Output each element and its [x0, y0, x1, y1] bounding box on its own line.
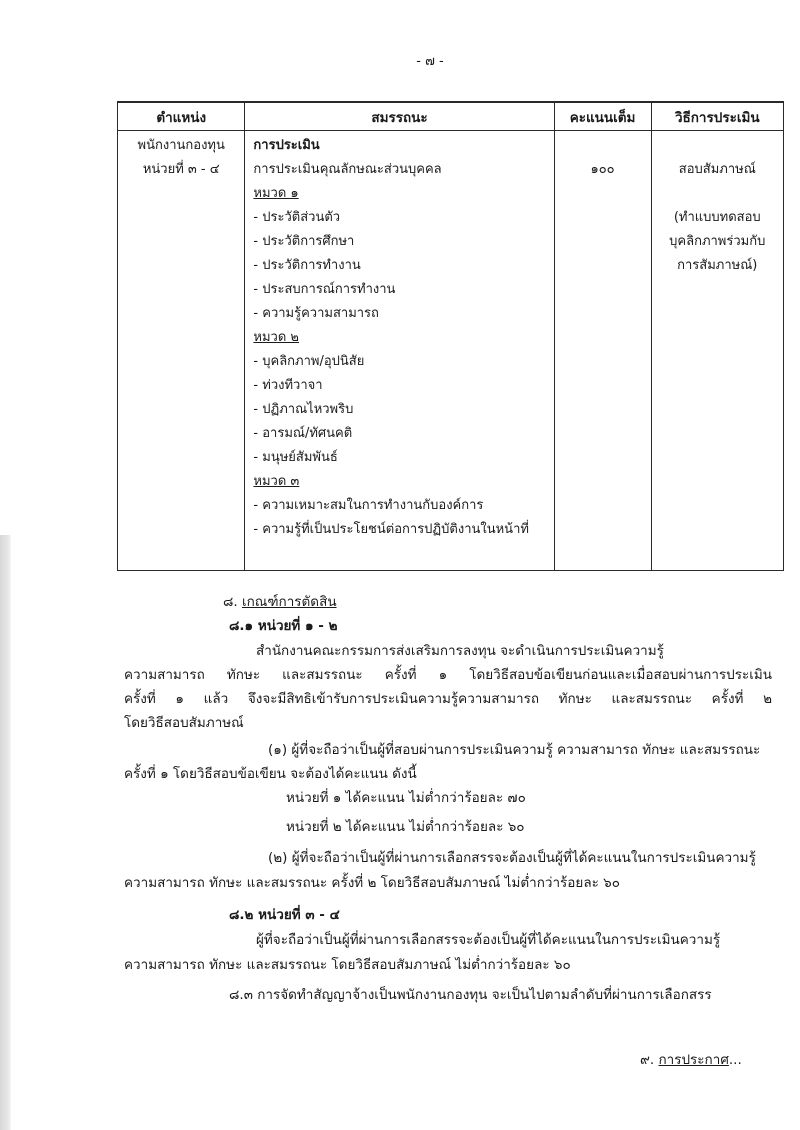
page-number: - ๗ -: [416, 54, 444, 69]
list-item: - ความรู้ความสามารถ: [253, 306, 379, 321]
paragraph-line: ครั้งที่ ๑ แล้ว จึงจะมีสิทธิเข้ารับการประเมินความรู้ความสามารถ ทักษะ และสมรรถนะ ครั้งที่ ๒: [124, 691, 772, 707]
section-8-2-heading: ๘.๒ หน่วยที่ ๓ - ๔: [229, 907, 340, 923]
section-8-heading: [223, 590, 337, 612]
paragraph-line: ความสามารถ ทักษะ และสมรรถนะ ครั้งที่ ๑ โดยวิธีสอบข้อเขียนก่อนและเมื่อสอบผ่านการประเมิน: [124, 667, 772, 683]
unit-2-score: หน่วยที่ ๒ ได้คะแนน ไม่ต่ำกว่าร้อยละ ๖๐: [286, 819, 525, 835]
criteria-item-1-cont: ครั้งที่ ๑ โดยวิธีสอบข้อเขียน จะต้องได้คะแนน ดังนี้: [124, 766, 417, 782]
list-item: - ท่วงทีวาจา: [253, 378, 323, 393]
list-item: - อารมณ์/ทัศนคติ: [253, 426, 353, 441]
position-name: พนักงานกองทุน: [137, 138, 225, 153]
list-item: - ความรู้ที่เป็นประโยชน์ต่อการปฏิบัติงานในหน้าที่: [253, 522, 529, 537]
method-note: บุคลิกภาพร่วมกับ: [669, 234, 766, 249]
unit-1-score: หน่วยที่ ๑ ได้คะแนน ไม่ต่ำกว่าร้อยละ ๗๐: [286, 790, 526, 806]
list-item: - ปฏิภาณไหวพริบ: [253, 402, 354, 417]
method-main: สอบสัมภาษณ์: [678, 162, 756, 177]
header-position: ตำแหน่ง: [118, 102, 245, 131]
header-full-score: คะแนนเต็ม: [554, 102, 651, 131]
header-competency: สมรรถนะ: [245, 102, 554, 131]
section-8-1-heading: ๘.๑ หน่วยที่ ๑ - ๒: [229, 618, 338, 634]
list-item: - ประวัติการทำงาน: [253, 258, 361, 273]
paragraph-line: โดยวิธีสอบสัมภาษณ์: [124, 715, 244, 731]
position-cell: [118, 131, 245, 571]
group-label: หมวด ๑: [253, 186, 299, 201]
competency-subtitle: การประเมินคุณลักษณะส่วนบุคคล: [253, 162, 442, 177]
position-unit: หน่วยที่ ๓ - ๔: [142, 162, 220, 177]
method-note: การสัมภาษณ์): [677, 258, 758, 273]
full-score-cell: [554, 131, 651, 571]
competency-table: [117, 101, 784, 571]
scan-edge-shadow: [0, 535, 11, 1130]
paragraph-line: สำนักงานคณะกรรมการส่งเสริมการลงทุน จะดำเนินการประเมินความรู้: [256, 643, 664, 659]
next-section-number: ๙.: [640, 1052, 655, 1068]
list-item: - ประวัติการศึกษา: [253, 234, 355, 249]
ellipsis: ...: [728, 1052, 742, 1068]
criteria-item-2: (๒) ผู้ที่จะถือว่าเป็นผู้ที่ผ่านการเลือกสรรจะต้องเป็นผู้ที่ได้คะแนนในการประเมินความรู้: [268, 850, 756, 866]
paragraph-line: ผู้ที่จะถือว่าเป็นผู้ที่ผ่านการเลือกสรรจะต้องเป็นผู้ที่ได้คะแนนในการประเมินความรู้: [256, 932, 721, 948]
table-header-row: [118, 102, 784, 131]
next-section-title: การประกาศ: [658, 1052, 729, 1068]
list-item: - ประสบการณ์การทำงาน: [253, 282, 396, 297]
list-item: - ประวัติส่วนตัว: [253, 210, 341, 225]
competency-title: การประเมิน: [253, 138, 320, 153]
section-8-title: เกณฑ์การตัดสิน: [242, 594, 337, 610]
group-label: หมวด ๓: [253, 474, 300, 489]
header-assessment-method: วิธีการประเมิน: [651, 102, 783, 131]
method-note: (ทำแบบทดสอบ: [673, 210, 761, 225]
criteria-item-2-cont: ความสามารถ ทักษะ และสมรรถนะ ครั้งที่ ๒ โดยวิธีสอบสัมภาษณ์ ไม่ต่ำกว่าร้อยละ ๖๐: [124, 875, 620, 891]
list-item: - มนุษย์สัมพันธ์: [253, 450, 338, 465]
full-score-value: ๑๐๐: [590, 162, 615, 177]
section-8-3: ๘.๓ การจัดทำสัญญาจ้างเป็นพนักงานกองทุน จะเป็นไปตามลำดับที่ผ่านการเลือกสรร: [229, 987, 712, 1003]
list-item: - บุคลิกภาพ/อุปนิสัย: [253, 354, 365, 369]
next-page-catchword: [640, 1048, 742, 1070]
list-item: - ความเหมาะสมในการทำงานกับองค์การ: [253, 498, 484, 513]
table-row: [118, 131, 784, 571]
section-8-number: ๘.: [223, 594, 238, 610]
group-label: หมวด ๒: [253, 330, 300, 345]
competency-cell: [245, 131, 554, 571]
method-cell: [651, 131, 783, 571]
paragraph-line: ความสามารถ ทักษะ และสมรรถนะ โดยวิธีสอบสัมภาษณ์ ไม่ต่ำกว่าร้อยละ ๖๐: [124, 957, 571, 973]
criteria-item-1: (๑) ผู้ที่จะถือว่าเป็นผู้ที่สอบผ่านการประเมินความรู้ ความสามารถ ทักษะ และสมรรถนะ: [268, 742, 761, 758]
